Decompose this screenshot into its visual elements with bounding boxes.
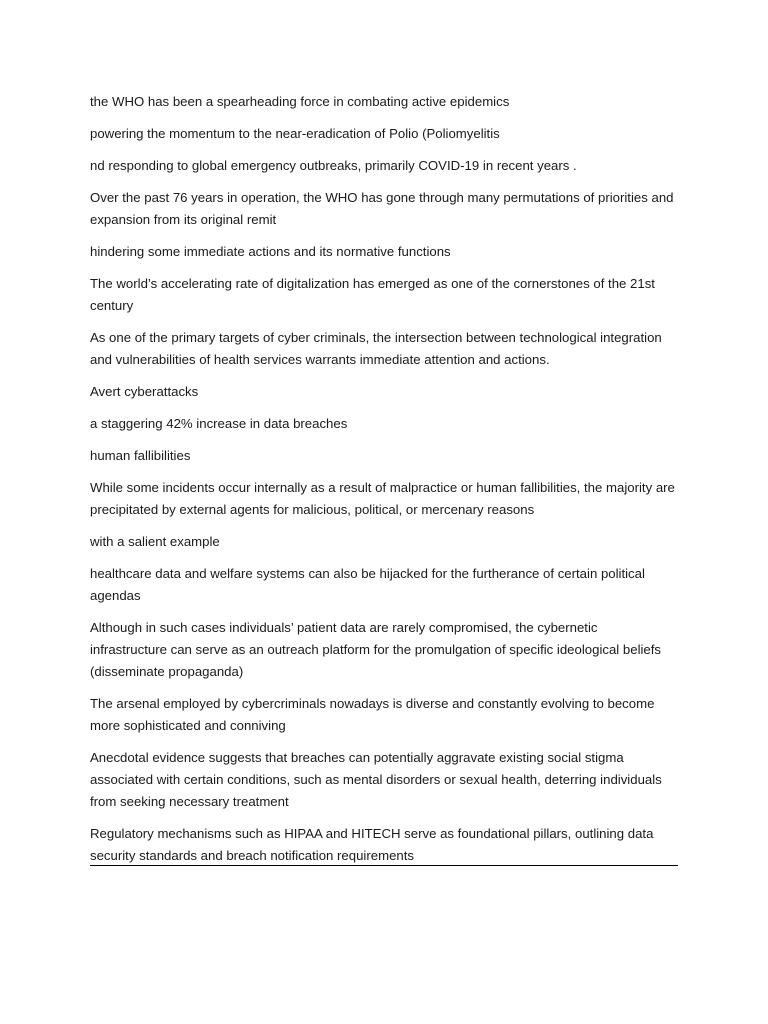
horizontal-rule bbox=[90, 865, 678, 866]
paragraph-5: hindering some immediate actions and its normative functions bbox=[90, 244, 451, 259]
paragraph-4: Over the past 76 years in operation, the WHO has gone through many permutations of priorities and expansion from its original remit bbox=[90, 190, 674, 227]
paragraph-15: The arsenal employed by cybercriminals nowadays is diverse and constantly evolving to become more sophisticated and conniving bbox=[90, 696, 655, 733]
paragraph-13: healthcare data and welfare systems can also be hijacked for the furtherance of certain political agendas bbox=[90, 566, 645, 603]
paragraph-1: the WHO has been a spearheading force in combating active epidemics bbox=[90, 94, 510, 109]
paragraph-7: As one of the primary targets of cyber criminals, the intersection between technological integration and vulnerabilities of health services warrants immediate attention and actions. bbox=[90, 330, 662, 367]
paragraph-11: While some incidents occur internally as a result of malpractice or human fallibilities, the majority are precipitated by external agents for malicious, political, or mercenary reasons bbox=[90, 480, 675, 517]
paragraph-16: Anecdotal evidence suggests that breaches can potentially aggravate existing social stigma associated with certain conditions, such as mental disorders or sexual health, deterring individuals from seeking necessary treatment bbox=[90, 750, 662, 809]
paragraph-17: Regulatory mechanisms such as HIPAA and HITECH serve as foundational pillars, outlining data security standards and breach notification requirements bbox=[90, 826, 654, 863]
paragraph-9: a staggering 42% increase in data breaches bbox=[90, 416, 348, 431]
paragraph-3: nd responding to global emergency outbreaks, primarily COVID-19 in recent years . bbox=[90, 158, 577, 173]
document-body bbox=[90, 91, 678, 877]
paragraph-10: human fallibilities bbox=[90, 448, 191, 463]
paragraph-6: The world’s accelerating rate of digitalization has emerged as one of the cornerstones of the 21st century bbox=[90, 276, 655, 313]
paragraph-8: Avert cyberattacks bbox=[90, 384, 199, 399]
paragraph-2: powering the momentum to the near-eradication of Polio (Poliomyelitis bbox=[90, 126, 500, 141]
paragraph-12: with a salient example bbox=[90, 534, 220, 549]
paragraph-14: Although in such cases individuals’ patient data are rarely compromised, the cybernetic infrastructure can serve as an outreach platform for the promulgation of specific ideological beliefs (disseminate propaganda) bbox=[90, 620, 662, 679]
